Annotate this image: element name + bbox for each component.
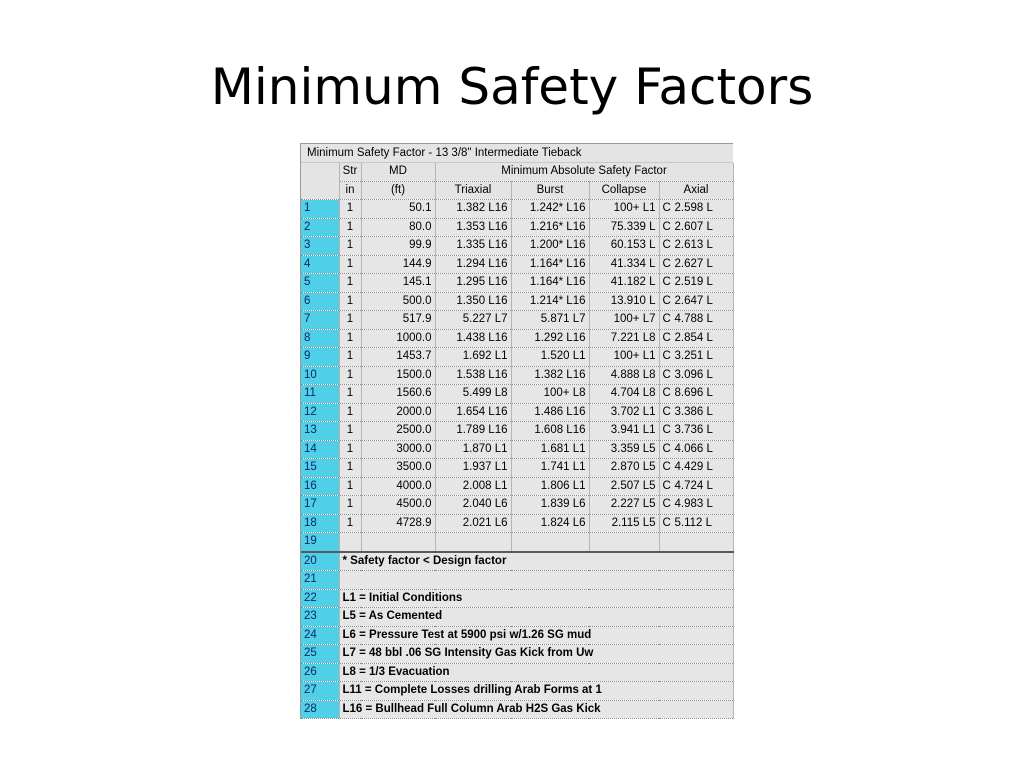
cell-triaxial: 1.654 L16 bbox=[435, 403, 511, 422]
table-row bbox=[301, 255, 733, 274]
cell-md: 1453.7 bbox=[361, 348, 435, 367]
axial-value: 4.724 L bbox=[674, 479, 713, 492]
cell-axial bbox=[659, 477, 733, 496]
table-row bbox=[301, 348, 733, 367]
axial-flag: C bbox=[662, 424, 671, 437]
table-row bbox=[301, 477, 733, 496]
cell-md: 144.9 bbox=[361, 255, 435, 274]
cell-str: 1 bbox=[339, 274, 361, 293]
header-axial: Axial bbox=[659, 181, 733, 200]
axial-flag: C bbox=[662, 368, 671, 381]
row-number: 28 bbox=[301, 700, 339, 719]
cell-collapse: 41.334 L bbox=[589, 255, 659, 274]
cell-collapse: 100+ L1 bbox=[589, 200, 659, 219]
cell-str: 1 bbox=[339, 348, 361, 367]
cell-triaxial bbox=[435, 533, 511, 552]
note-row bbox=[301, 589, 733, 608]
cell-str: 1 bbox=[339, 496, 361, 515]
cell-md: 4500.0 bbox=[361, 496, 435, 515]
axial-flag: C bbox=[662, 442, 671, 455]
table-row bbox=[301, 533, 733, 552]
row-number: 12 bbox=[301, 403, 339, 422]
header-md-unit: (ft) bbox=[361, 181, 435, 200]
header-burst: Burst bbox=[511, 181, 589, 200]
cell-md: 80.0 bbox=[361, 218, 435, 237]
cell-burst: 1.824 L6 bbox=[511, 514, 589, 533]
cell-collapse: 3.359 L5 bbox=[589, 440, 659, 459]
cell-axial bbox=[659, 218, 733, 237]
cell-collapse: 100+ L1 bbox=[589, 348, 659, 367]
sheet-title: Minimum Safety Factor - 13 3/8" Intermediate Tieback bbox=[301, 143, 733, 163]
cell-str: 1 bbox=[339, 237, 361, 256]
note-text: L5 = As Cemented bbox=[339, 608, 733, 627]
cell-axial bbox=[659, 459, 733, 478]
axial-value: 2.598 L bbox=[674, 202, 713, 215]
cell-triaxial: 1.295 L16 bbox=[435, 274, 511, 293]
cell-collapse: 2.227 L5 bbox=[589, 496, 659, 515]
cell-axial bbox=[659, 366, 733, 385]
cell-collapse: 75.339 L bbox=[589, 218, 659, 237]
table-row bbox=[301, 514, 733, 533]
row-number: 2 bbox=[301, 218, 339, 237]
cell-str: 1 bbox=[339, 459, 361, 478]
axial-flag: C bbox=[662, 294, 671, 307]
table-row bbox=[301, 311, 733, 330]
note-row bbox=[301, 626, 733, 645]
table-row bbox=[301, 218, 733, 237]
table-row bbox=[301, 329, 733, 348]
cell-axial bbox=[659, 385, 733, 404]
table-row bbox=[301, 459, 733, 478]
safety-factor-sheet bbox=[300, 143, 733, 719]
cell-axial bbox=[659, 311, 733, 330]
header-md: MD bbox=[361, 163, 435, 181]
row-number: 7 bbox=[301, 311, 339, 330]
cell-str: 1 bbox=[339, 440, 361, 459]
axial-flag: C bbox=[662, 276, 671, 289]
note-text: L1 = Initial Conditions bbox=[339, 589, 733, 608]
cell-collapse: 4.704 L8 bbox=[589, 385, 659, 404]
table-row bbox=[301, 200, 733, 219]
row-number: 20 bbox=[301, 552, 339, 571]
cell-md: 500.0 bbox=[361, 292, 435, 311]
axial-value: 3.096 L bbox=[674, 368, 713, 381]
cell-md: 4728.9 bbox=[361, 514, 435, 533]
cell-triaxial: 2.021 L6 bbox=[435, 514, 511, 533]
cell-collapse: 4.888 L8 bbox=[589, 366, 659, 385]
cell-triaxial: 1.294 L16 bbox=[435, 255, 511, 274]
axial-value: 8.696 L bbox=[674, 387, 713, 400]
cell-str: 1 bbox=[339, 292, 361, 311]
axial-flag: C bbox=[662, 461, 671, 474]
axial-value: 2.607 L bbox=[674, 220, 713, 233]
cell-str: 1 bbox=[339, 514, 361, 533]
cell-md: 1500.0 bbox=[361, 366, 435, 385]
note-text: L6 = Pressure Test at 5900 psi w/1.26 SG mud bbox=[339, 626, 733, 645]
note-row bbox=[301, 645, 733, 664]
axial-value: 4.066 L bbox=[674, 442, 713, 455]
axial-flag: C bbox=[662, 313, 671, 326]
cell-str: 1 bbox=[339, 311, 361, 330]
axial-flag: C bbox=[662, 350, 671, 363]
axial-flag: C bbox=[662, 498, 671, 511]
cell-burst: 1.608 L16 bbox=[511, 422, 589, 441]
cell-str: 1 bbox=[339, 422, 361, 441]
safety-factor-table bbox=[301, 163, 734, 719]
cell-burst: 1.164* L16 bbox=[511, 255, 589, 274]
note-row bbox=[301, 663, 733, 682]
row-number: 10 bbox=[301, 366, 339, 385]
table-row bbox=[301, 422, 733, 441]
cell-triaxial: 5.227 L7 bbox=[435, 311, 511, 330]
note-row bbox=[301, 608, 733, 627]
cell-burst: 1.242* L16 bbox=[511, 200, 589, 219]
table-row bbox=[301, 496, 733, 515]
row-number: 3 bbox=[301, 237, 339, 256]
cell-str: 1 bbox=[339, 255, 361, 274]
cell-collapse: 7.221 L8 bbox=[589, 329, 659, 348]
axial-value: 5.112 L bbox=[674, 516, 713, 529]
cell-str: 1 bbox=[339, 385, 361, 404]
axial-value: 2.627 L bbox=[674, 257, 713, 270]
row-number: 1 bbox=[301, 200, 339, 219]
cell-burst: 1.806 L1 bbox=[511, 477, 589, 496]
header-triaxial: Triaxial bbox=[435, 181, 511, 200]
note-row bbox=[301, 700, 733, 719]
cell-md bbox=[361, 533, 435, 552]
axial-flag: C bbox=[662, 331, 671, 344]
cell-triaxial: 1.382 L16 bbox=[435, 200, 511, 219]
cell-burst: 1.164* L16 bbox=[511, 274, 589, 293]
cell-triaxial: 1.350 L16 bbox=[435, 292, 511, 311]
axial-flag: C bbox=[662, 479, 671, 492]
cell-triaxial: 1.335 L16 bbox=[435, 237, 511, 256]
cell-axial bbox=[659, 440, 733, 459]
row-number: 13 bbox=[301, 422, 339, 441]
cell-collapse: 100+ L7 bbox=[589, 311, 659, 330]
slide-title: Minimum Safety Factors bbox=[210, 58, 814, 116]
row-number: 18 bbox=[301, 514, 339, 533]
cell-md: 2500.0 bbox=[361, 422, 435, 441]
row-number: 27 bbox=[301, 682, 339, 701]
axial-flag: C bbox=[662, 387, 671, 400]
row-number: 21 bbox=[301, 571, 339, 590]
axial-value: 4.429 L bbox=[674, 461, 713, 474]
cell-collapse bbox=[589, 533, 659, 552]
cell-md: 1000.0 bbox=[361, 329, 435, 348]
cell-collapse: 2.115 L5 bbox=[589, 514, 659, 533]
cell-triaxial: 1.538 L16 bbox=[435, 366, 511, 385]
axial-value: 3.251 L bbox=[674, 350, 713, 363]
cell-axial bbox=[659, 403, 733, 422]
cell-axial bbox=[659, 200, 733, 219]
cell-burst: 1.292 L16 bbox=[511, 329, 589, 348]
cell-collapse: 2.870 L5 bbox=[589, 459, 659, 478]
cell-collapse: 13.910 L bbox=[589, 292, 659, 311]
note-text: L7 = 48 bbl .06 SG Intensity Gas Kick from Uw bbox=[339, 645, 733, 664]
row-number: 16 bbox=[301, 477, 339, 496]
note-text bbox=[339, 571, 733, 590]
table-row bbox=[301, 292, 733, 311]
row-number: 22 bbox=[301, 589, 339, 608]
cell-collapse: 2.507 L5 bbox=[589, 477, 659, 496]
axial-flag: C bbox=[662, 202, 671, 215]
cell-triaxial: 2.040 L6 bbox=[435, 496, 511, 515]
note-text: L16 = Bullhead Full Column Arab H2S Gas Kick bbox=[339, 700, 733, 719]
row-number: 11 bbox=[301, 385, 339, 404]
cell-md: 4000.0 bbox=[361, 477, 435, 496]
axial-value: 4.983 L bbox=[674, 498, 713, 511]
cell-str bbox=[339, 533, 361, 552]
axial-value: 2.519 L bbox=[674, 276, 713, 289]
axial-value: 2.854 L bbox=[674, 331, 713, 344]
row-number: 4 bbox=[301, 255, 339, 274]
cell-str: 1 bbox=[339, 329, 361, 348]
header-str: Str bbox=[339, 163, 361, 181]
cell-burst bbox=[511, 533, 589, 552]
cell-axial bbox=[659, 237, 733, 256]
cell-triaxial: 1.438 L16 bbox=[435, 329, 511, 348]
cell-triaxial: 1.789 L16 bbox=[435, 422, 511, 441]
axial-value: 4.788 L bbox=[674, 313, 713, 326]
cell-axial bbox=[659, 533, 733, 552]
cell-triaxial: 1.692 L1 bbox=[435, 348, 511, 367]
cell-axial bbox=[659, 496, 733, 515]
table-row bbox=[301, 385, 733, 404]
header-group: Minimum Absolute Safety Factor bbox=[435, 163, 733, 181]
cell-axial bbox=[659, 292, 733, 311]
row-number: 15 bbox=[301, 459, 339, 478]
cell-axial bbox=[659, 514, 733, 533]
row-number: 26 bbox=[301, 663, 339, 682]
axial-value: 3.386 L bbox=[674, 405, 713, 418]
row-number: 14 bbox=[301, 440, 339, 459]
cell-md: 3000.0 bbox=[361, 440, 435, 459]
note-row bbox=[301, 552, 733, 571]
cell-collapse: 3.941 L1 bbox=[589, 422, 659, 441]
cell-burst: 1.520 L1 bbox=[511, 348, 589, 367]
axial-value: 2.613 L bbox=[674, 239, 713, 252]
cell-burst: 1.681 L1 bbox=[511, 440, 589, 459]
cell-collapse: 3.702 L1 bbox=[589, 403, 659, 422]
note-row bbox=[301, 682, 733, 701]
cell-triaxial: 1.870 L1 bbox=[435, 440, 511, 459]
cell-axial bbox=[659, 329, 733, 348]
cell-str: 1 bbox=[339, 403, 361, 422]
header-collapse: Collapse bbox=[589, 181, 659, 200]
cell-burst: 5.871 L7 bbox=[511, 311, 589, 330]
table-row bbox=[301, 440, 733, 459]
cell-burst: 1.839 L6 bbox=[511, 496, 589, 515]
note-row bbox=[301, 571, 733, 590]
cell-md: 517.9 bbox=[361, 311, 435, 330]
header-str-unit: in bbox=[339, 181, 361, 200]
cell-md: 99.9 bbox=[361, 237, 435, 256]
cell-burst: 1.741 L1 bbox=[511, 459, 589, 478]
cell-str: 1 bbox=[339, 200, 361, 219]
axial-flag: C bbox=[662, 257, 671, 270]
cell-burst: 1.216* L16 bbox=[511, 218, 589, 237]
note-text: * Safety factor < Design factor bbox=[339, 552, 733, 571]
cell-md: 1560.6 bbox=[361, 385, 435, 404]
cell-md: 3500.0 bbox=[361, 459, 435, 478]
row-number: 17 bbox=[301, 496, 339, 515]
cell-burst: 1.486 L16 bbox=[511, 403, 589, 422]
cell-axial bbox=[659, 422, 733, 441]
row-number: 25 bbox=[301, 645, 339, 664]
table-row bbox=[301, 366, 733, 385]
cell-str: 1 bbox=[339, 218, 361, 237]
row-number: 6 bbox=[301, 292, 339, 311]
table-row bbox=[301, 403, 733, 422]
row-number: 19 bbox=[301, 533, 339, 552]
cell-burst: 1.382 L16 bbox=[511, 366, 589, 385]
cell-md: 50.1 bbox=[361, 200, 435, 219]
cell-str: 1 bbox=[339, 477, 361, 496]
table-row bbox=[301, 274, 733, 293]
cell-triaxial: 2.008 L1 bbox=[435, 477, 511, 496]
row-number: 9 bbox=[301, 348, 339, 367]
cell-md: 145.1 bbox=[361, 274, 435, 293]
cell-burst: 1.214* L16 bbox=[511, 292, 589, 311]
note-text: L8 = 1/3 Evacuation bbox=[339, 663, 733, 682]
cell-axial bbox=[659, 348, 733, 367]
row-number: 8 bbox=[301, 329, 339, 348]
row-number: 24 bbox=[301, 626, 339, 645]
cell-triaxial: 5.499 L8 bbox=[435, 385, 511, 404]
cell-axial bbox=[659, 274, 733, 293]
axial-flag: C bbox=[662, 516, 671, 529]
axial-flag: C bbox=[662, 220, 671, 233]
cell-axial bbox=[659, 255, 733, 274]
row-number: 23 bbox=[301, 608, 339, 627]
table-row bbox=[301, 237, 733, 256]
axial-flag: C bbox=[662, 405, 671, 418]
cell-burst: 100+ L8 bbox=[511, 385, 589, 404]
axial-value: 3.736 L bbox=[674, 424, 713, 437]
note-text: L11 = Complete Losses drilling Arab Forms at 1 bbox=[339, 682, 733, 701]
row-number: 5 bbox=[301, 274, 339, 293]
cell-str: 1 bbox=[339, 366, 361, 385]
axial-value: 2.647 L bbox=[674, 294, 713, 307]
cell-collapse: 41.182 L bbox=[589, 274, 659, 293]
cell-burst: 1.200* L16 bbox=[511, 237, 589, 256]
cell-collapse: 60.153 L bbox=[589, 237, 659, 256]
axial-flag: C bbox=[662, 239, 671, 252]
cell-triaxial: 1.353 L16 bbox=[435, 218, 511, 237]
cell-md: 2000.0 bbox=[361, 403, 435, 422]
cell-triaxial: 1.937 L1 bbox=[435, 459, 511, 478]
corner-cell bbox=[301, 163, 339, 200]
